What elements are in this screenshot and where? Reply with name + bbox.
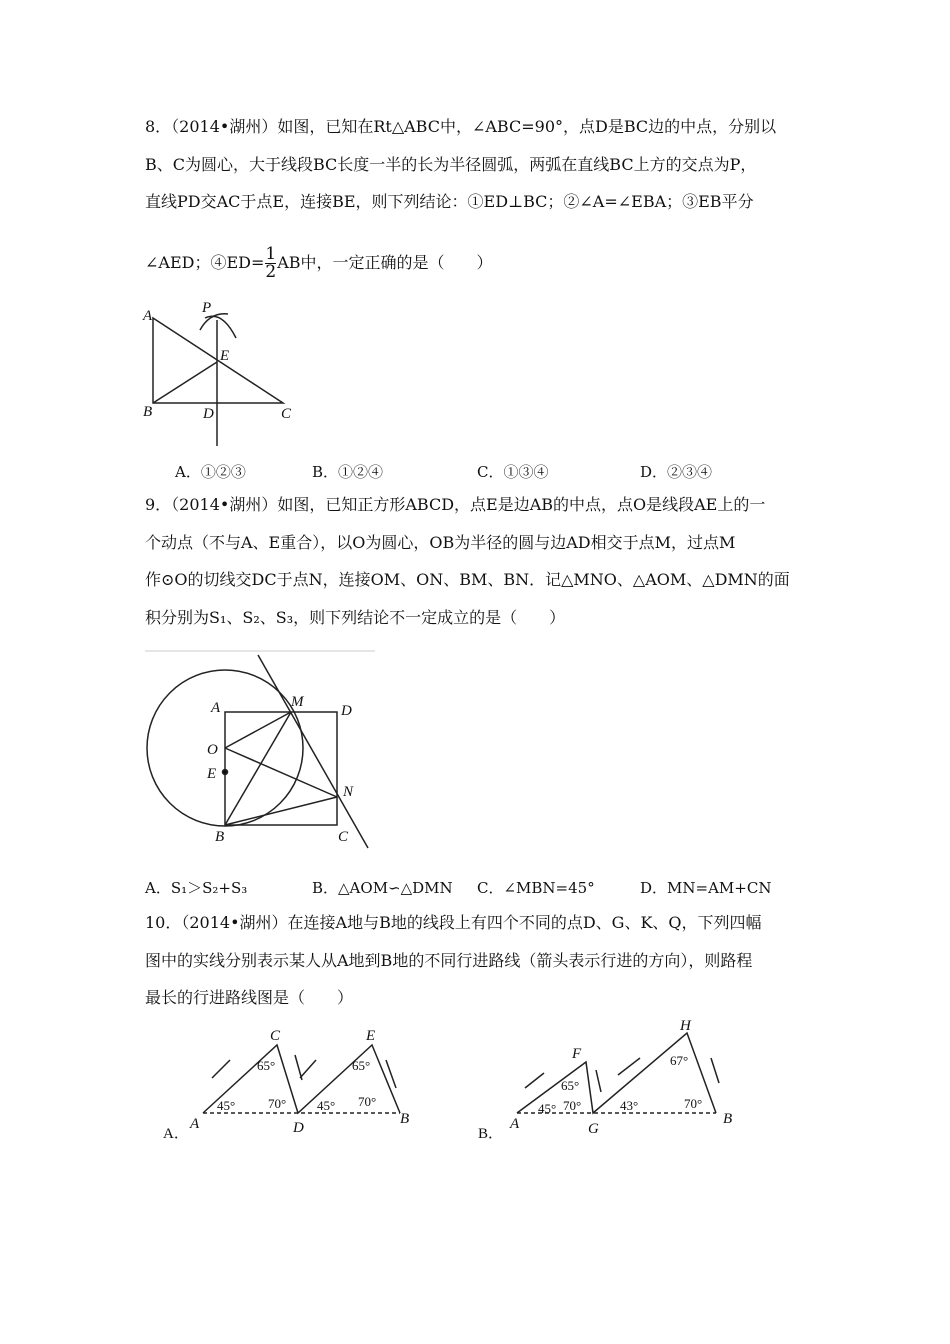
label-m: M (291, 694, 304, 710)
label-a: A (190, 1116, 200, 1132)
angle-label: 65° (561, 1078, 580, 1093)
q10-line-3: 最长的行进路线图是（ ） (145, 988, 354, 1007)
q9-figure (145, 651, 375, 848)
angle-label: 70° (268, 1096, 287, 1111)
q8-line-3: 直线PD交AC于点E，连接BE，则下列结论：①ED⊥BC；②∠A=∠EBA；③EB平分 (145, 192, 754, 211)
arrow-up-icon (618, 1058, 640, 1075)
segment-bm (225, 712, 291, 825)
q9-option-a[interactable]: A．S₁＞S₂+S₃ (145, 879, 248, 897)
segment-bn (225, 797, 337, 825)
q8-figure (153, 314, 283, 446)
arrow-down-icon (596, 1070, 601, 1092)
label-b: B (215, 829, 225, 845)
label-g: G (588, 1121, 599, 1137)
q10-option-a-label[interactable]: A． (163, 1126, 189, 1142)
q9-option-c[interactable]: C．∠MBN=45° (477, 879, 595, 897)
q8-option-d[interactable]: D．②③④ (640, 463, 713, 481)
label-d: D (293, 1120, 304, 1136)
q8-line-2: B、C为圆心，大于线段BC长度一半的长为半径圆弧，两弧在直线BC上方的交点为P， (145, 155, 757, 174)
angle-label: 45° (317, 1098, 336, 1113)
q9-option-b[interactable]: B．△AOM∽△DMN (312, 879, 453, 897)
segment-be (153, 362, 217, 403)
q8-option-b[interactable]: B．①②④ (312, 463, 384, 481)
label-e: E (366, 1028, 376, 1044)
arrow-up-icon (525, 1073, 544, 1088)
q8-option-c[interactable]: C．①③④ (477, 463, 549, 481)
q8-line-4-prefix: ∠AED；④ED= (145, 253, 265, 272)
q10-line-1: 10．（2014•湖州）在连接A地与B地的线段上有四个不同的点D、G、K、Q，下列四幅 (145, 913, 762, 932)
angle-label: 67° (670, 1053, 689, 1068)
frac-den: 2 (265, 262, 277, 282)
label-e: E (207, 766, 217, 782)
angle-label: 65° (257, 1058, 276, 1073)
label-d: D (341, 703, 352, 719)
tangent-mn (258, 655, 368, 848)
arrow-up-icon (212, 1060, 230, 1078)
q9-line-3: 作⊙O的切线交DC于点N，连接OM、ON、BM、BN．记△MNO、△AOM、△DMN的面 (145, 570, 790, 589)
label-e: E (220, 348, 230, 364)
angle-label: 70° (684, 1096, 703, 1111)
angle-label: 45° (217, 1098, 236, 1113)
q10-option-b-label[interactable]: B． (478, 1126, 504, 1142)
q8-line-4-suffix: AB中，一定正确的是（ ） (277, 253, 493, 272)
label-h: H (680, 1018, 691, 1034)
angle-label: 45° (538, 1101, 557, 1116)
q9-line-2: 个动点（不与A、E重合），以O为圆心，OB为半径的圆与边AD相交于点M，过点M (145, 533, 736, 552)
label-p: P (202, 300, 212, 316)
label-a: A (211, 700, 221, 716)
angle-label: 43° (620, 1098, 639, 1113)
q9-line-1: 9．（2014•湖州）如图，已知正方形ABCD，点E是边AB的中点，点O是线段AE上的一 (145, 495, 766, 514)
label-b: B (400, 1111, 410, 1127)
label-c: C (281, 406, 292, 422)
point-e (223, 770, 228, 775)
segment-on (225, 748, 337, 797)
q9-option-d[interactable]: D．MN=AM+CN (640, 879, 772, 897)
label-a: A (510, 1116, 520, 1132)
label-f: F (572, 1046, 582, 1062)
label-d: D (203, 406, 214, 422)
label-b: B (723, 1111, 733, 1127)
label-n: N (343, 784, 354, 800)
label-a: A (143, 308, 153, 324)
arrow-up-icon (300, 1060, 316, 1078)
q10-line-2: 图中的实线分别表示某人从A地到B地的不同行进路线（箭头表示行进的方向），则路程 (145, 951, 753, 970)
angle-label: 65° (352, 1058, 371, 1073)
q8-line-1: 8．（2014•湖州）如图，已知在Rt△ABC中，∠ABC=90°，点D是BC边的中点，分别以 (145, 117, 777, 136)
label-o: O (207, 742, 218, 758)
arc-right (205, 316, 236, 338)
label-c: C (270, 1028, 281, 1044)
angle-label: 70° (358, 1094, 377, 1109)
q8-option-a[interactable]: A．①②③ (175, 463, 246, 481)
frac-num: 1 (265, 244, 277, 264)
q9-line-4: 积分别为S₁、S₂、S₃，则下列结论不一定成立的是（ ） (145, 608, 566, 627)
arrow-down-icon (711, 1058, 719, 1083)
label-c: C (338, 829, 349, 845)
angle-label: 70° (563, 1098, 582, 1113)
label-b: B (143, 404, 153, 420)
